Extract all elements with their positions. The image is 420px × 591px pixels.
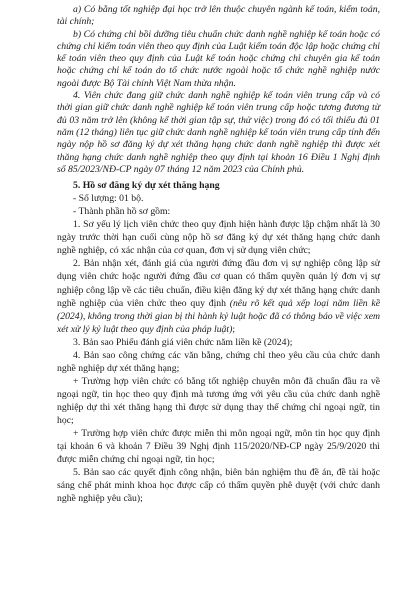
item-2-note: (nêu rõ kết quả xếp loại năm liền kề (2024), không trong thời gian bị thi hành kỷ luật hoặc đã có thông báo về việc xem xét xử lý kỷ luật theo quy định của pháp luật) [57, 297, 380, 335]
document-item-3: 3. Bản sao Phiếu đánh giá viên chức năm liền kề (2024); [73, 336, 293, 348]
item-4-paragraph: 4. Viên chức đang giữ chức danh nghề nghiệp kế toán viên trung cấp và có thời gian giữ chức danh nghề nghiệp kế toán viên trung cấp hoặc tương đương từ đủ 03 năm trở lên (không kể thời gian tập sự, thử việc) trong đó có tối thiểu đủ 01 năm (12 tháng) liên tục giữ chức danh nghề nghiệp kế toán viên trung cấp tính đến ngày nộp hồ sơ đăng ký dự xét thăng hạng chức danh nghề nghiệp thì được xét thăng hạng chức danh nghề nghiệp theo quy định tại khoản 16 Điều 1 Nghị định số 85/2023/NĐ-CP ngày 07 tháng 12 năm 2023 của Chính phủ. [57, 90, 380, 175]
item-2-text: 2. Bản nhận xét, đánh giá của người đứng đầu đơn vị sự nghiệp công lập sử dụng viên chức hoặc người đứng đầu cơ quan có thẩm quyền quản lý đơn vị sự nghiệp công lập về các tiêu chuẩn, điều kiện đăng ký dự xét thăng hạng chức danh nghề nghiệp của viên chức theo quy định [57, 258, 380, 309]
document-item-1: 1. Sơ yếu lý lịch viên chức theo quy định hiện hành được lập chậm nhất là 30 ngày trước thời hạn cuối cùng nộp hồ sơ đăng ký dự xét thăng hạng chức danh nghề nghiệp, có xác nhận của cơ quan, đơn vị sử dụng viên chức; [57, 219, 380, 257]
quantity-line: - Số lượng: 01 bộ. [73, 193, 144, 205]
section-5-heading: 5. Hồ sơ đăng ký dự xét thăng hạng [73, 180, 220, 192]
components-line: - Thành phần hồ sơ gồm: [73, 206, 171, 218]
document-item-4: 4. Bản sao công chứng các văn bằng, chứng chỉ theo yêu cầu của chức danh nghề nghiệp dự xét thăng hạng; [57, 349, 380, 374]
document-item-5: 5. Bản sao các quyết định công nhận, biên bản nghiệm thu đề án, đề tài hoặc sáng chế phát minh khoa học được cấp có thẩm quyền phê duyệt (với chức danh nghề nghiệp yêu cầu); [57, 467, 380, 505]
document-item-2 [57, 257, 380, 335]
criterion-a: a) Có bằng tốt nghiệp đại học trở lên thuộc chuyên ngành kế toán, kiểm toán, tài chính; [57, 4, 380, 28]
note-exemption: + Trường hợp viên chức được miễn thi môn ngoại ngữ, môn tin học quy định tại khoản 6 và khoản 7 Điều 39 Nghị định 115/2020/NĐ-CP ngày 25/9/2020 thì được miễn chứng chỉ ngoại ngữ, tin học; [57, 428, 380, 466]
item-2-end: ; [232, 323, 236, 335]
criterion-b: b) Có chứng chỉ bồi dưỡng tiêu chuẩn chức danh nghề nghiệp kế toán hoặc có chứng chỉ kiểm toán viên theo quy định của Luật kiểm toán độc lập hoặc chứng chỉ kế toán viên theo quy định của Luật kế toán hoặc chứng chỉ chuyên gia kế toán hoặc chứng chỉ kế toán do tổ chức nước ngoài hoặc tổ chức nghề nghiệp nước ngoài được Bộ Tài chính Việt Nam thừa nhận. [57, 28, 380, 89]
note-language-it-degree: + Trường hợp viên chức có bằng tốt nghiệp chuyên môn đã chuẩn đầu ra về ngoại ngữ, tin học theo quy định mà tương ứng với yêu cầu của chức danh nghề nghiệp dự thi xét thăng hạng thì được sử dụng thay thế chứng chỉ ngoại ngữ, tin học; [57, 375, 380, 426]
